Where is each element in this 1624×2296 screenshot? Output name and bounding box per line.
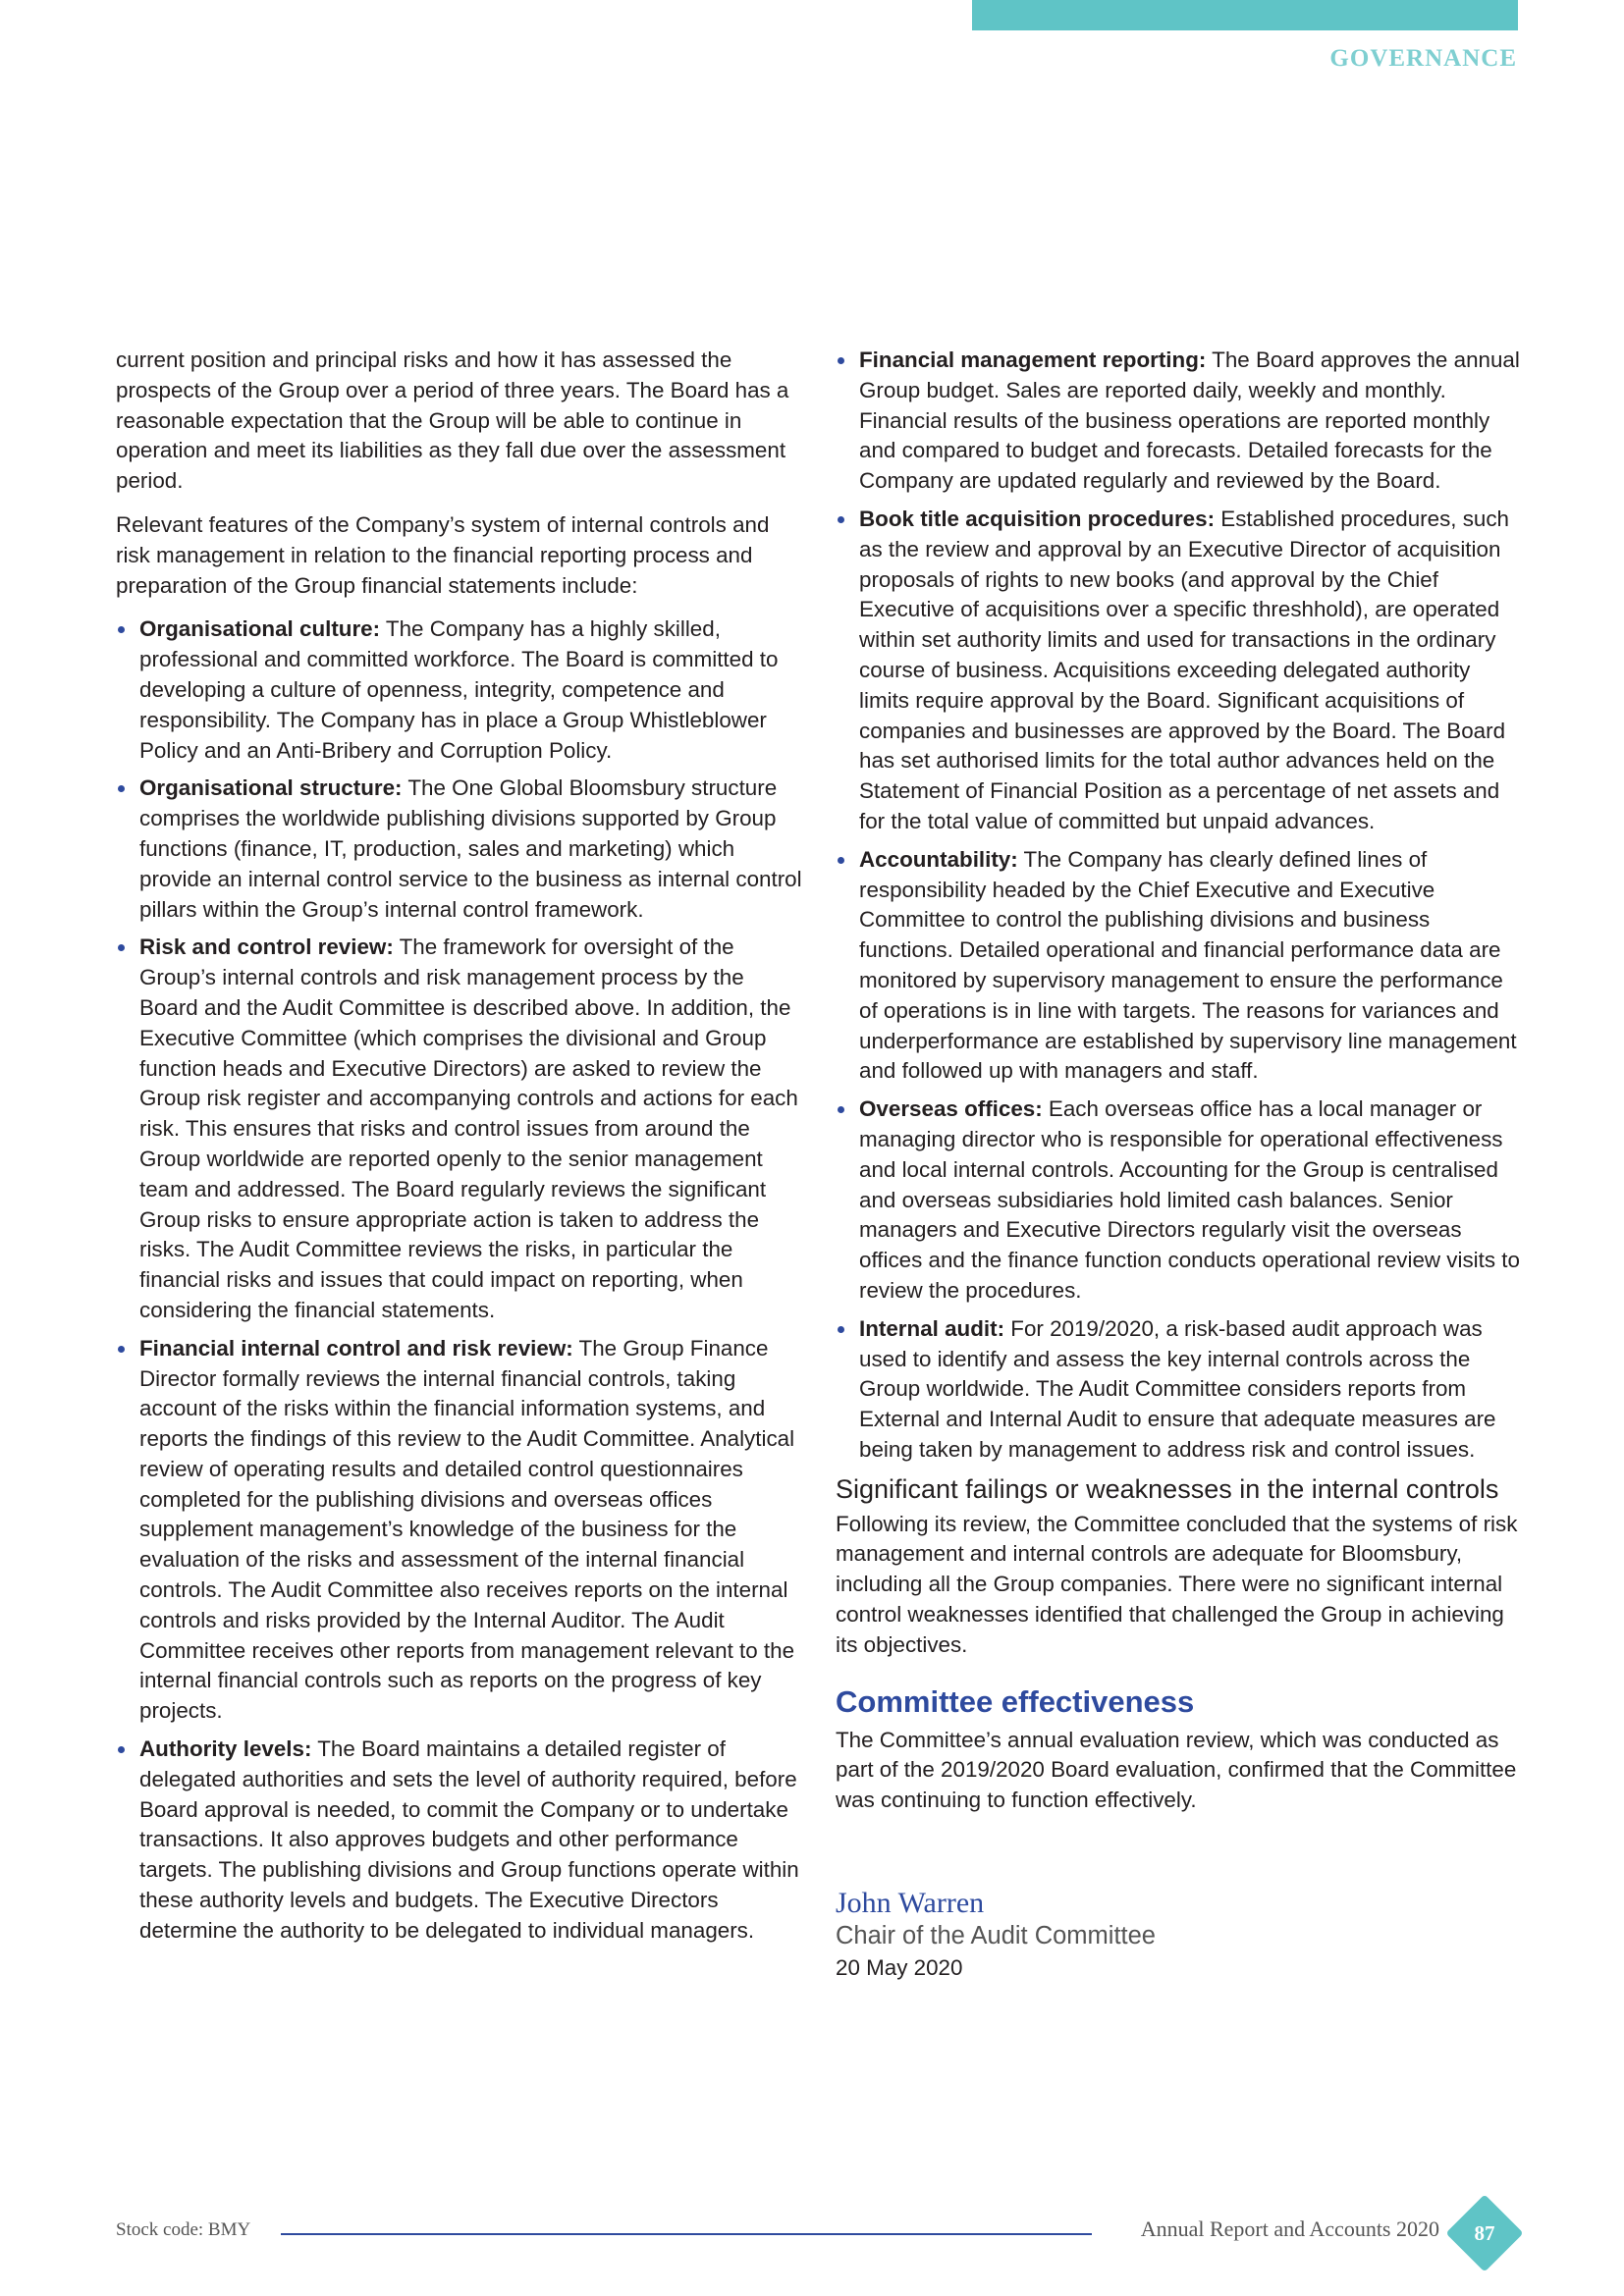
list-item (116, 774, 803, 925)
header-accent-bar (972, 0, 1518, 30)
effectiveness-paragraph: The Committee’s annual evaluation review, which was conducted as part of the 2019/2020 Board evaluation, confirmed that the Committee was continuing to function effectively. (836, 1727, 1517, 1813)
item-text: The Group Finance Director formally reviews the internal financial controls, taking account of the risks within the financial information systems, and reports the findings of this review to the Audit Committee. Analytical review of operating results and detailed control questionnaires completed for the publishing divisions and overseas offices supplement management’s knowledge of the business for the evaluation of the risks and assessment of the internal financial controls. The Audit Committee also receives reports on the internal controls and risks provided by the Internal Auditor. The Audit Committee receives other reports from management relevant to the internal financial controls such as reports on the progress of key projects. (139, 1335, 795, 1724)
page-number: 87 (1474, 2220, 1495, 2245)
intro-paragraph: current position and principal risks and how it has assessed the prospects of the Group over a period of three years. The Board has a reasonable expectation that the Group will be able to continue in operation and meet its liabilities as they fall due over the assessment period. (116, 347, 789, 494)
item-title: Financial management reporting: (859, 347, 1207, 372)
item-title: Organisational culture: (139, 616, 381, 642)
features-paragraph: Relevant features of the Company’s system of internal controls and risk management in relation to the financial reporting process and preparation of the Group financial statements include: (116, 511, 770, 598)
item-title: Risk and control review: (139, 934, 394, 960)
item-text: Each overseas office has a local manager or managing director who is responsible for operational effectiveness and local internal controls. Accounting for the Group is centralised and overseas subsidiaries hold limited cash balances. Senior managers and Executive Directors regularly visit the overseas offices and the finance function conducts operational review visits to review the procedures. (859, 1096, 1520, 1303)
item-title: Organisational structure: (139, 775, 403, 801)
item-text: The One Global Bloomsbury structure comprises the worldwide publishing divisions supported by Group functions (finance, IT, production, sales and marketing) which provide an internal control service to the business as internal control pillars within the Group’s internal control framework. (139, 775, 802, 922)
item-text: The framework for oversight of the Group’s internal controls and risk management process by the Board and the Audit Committee is described above. In addition, the Executive Committee (which comprises the divisional and Group function heads and Executive Directors) are asked to review the Group risk register and accompanying controls and actions for each risk. This ensures that risks and control issues from around the Group worldwide are reported openly to the senior management team and addressed. The Board regularly reviews the significant Group risks to ensure appropriate action is taken to address the risks. The Audit Committee reviews the risks, in particular the financial risks and issues that could impact on reporting, when considering the financial statements. (139, 934, 798, 1322)
effectiveness-heading: Committee effectiveness (836, 1683, 1195, 1719)
right-bullet-list (836, 346, 1523, 1466)
left-column (116, 346, 803, 1954)
stock-code: Stock code: BMY (116, 2219, 251, 2240)
item-title: Overseas offices: (859, 1096, 1043, 1122)
list-item (116, 933, 803, 1325)
signatory-name: John Warren (836, 1887, 985, 1920)
item-text: The Company has clearly defined lines of responsibility headed by the Chief Executive and Executive Committee to control the publishing divisions and business functions. Detailed operational and financial performance data are monitored by supervisory management to ensure the performance of operations is in line with targets. The reasons for variances and underperformance are established by supervisory line management and followed up with managers and staff. (859, 846, 1517, 1084)
failings-paragraph: Following its review, the Committee concluded that the systems of risk management and internal controls are adequate for Bloomsbury, including all the Group companies. There were no significant internal control weaknesses identified that challenged the Group in achieving its objectives. (836, 1511, 1518, 1657)
section-label: GOVERNANCE (1329, 45, 1517, 72)
report-title: Annual Report and Accounts 2020 (1140, 2216, 1439, 2241)
failings-heading: Significant failings or weaknesses in the internal controls (836, 1473, 1499, 1504)
list-item (116, 1735, 803, 1947)
item-title: Authority levels: (139, 1736, 312, 1762)
left-bullet-list (116, 614, 803, 1946)
list-item (836, 1314, 1523, 1466)
signatory-title: Chair of the Audit Committee (836, 1922, 1156, 1950)
list-item (836, 1095, 1523, 1307)
item-title: Financial internal control and risk review: (139, 1335, 573, 1361)
list-item (836, 845, 1523, 1087)
list-item (116, 1334, 803, 1727)
page-number-badge (1445, 2194, 1523, 2271)
right-column (836, 346, 1523, 1984)
item-text: The Company has a highly skilled, professional and committed workforce. The Board is committed to developing a culture of openness, integrity, competence and responsibility. The Company has in place a Group Whistleblower Policy and an Anti-Bribery and Corruption Policy. (139, 616, 779, 763)
footer-divider (281, 2233, 1092, 2235)
item-title: Internal audit: (859, 1315, 1005, 1341)
item-text: Established procedures, such as the review and approval by an Executive Director of acquisition proposals of rights to new books (and approval by the Chief Executive of acquisitions over a specific threshhold), are operated within set authority limits and used for transactions in the ordinary course of business. Acquisitions exceeding delegated authority limits require approval by the Board. Significant acquisitions of companies and businesses are approved by the Board. The Board has set authorised limits for the total author advances held on the Statement of Financial Position as a percentage of net assets and for the total value of committed but unpaid advances. (859, 506, 1510, 833)
list-item (836, 505, 1523, 837)
signature-date: 20 May 2020 (836, 1955, 963, 1981)
list-item (836, 346, 1523, 497)
item-text: For 2019/2020, a risk-based audit approach was used to identify and assess the key internal controls across the Group worldwide. The Audit Committee considers reports from External and Internal Audit to ensure that adequate measures are being taken by management to address risk and control issues. (859, 1315, 1496, 1462)
item-text: The Board maintains a detailed register of delegated authorities and sets the level of authority required, before Board approval is needed, to commit the Company or to undertake transactions. It also approves budgets and other performance targets. The publishing divisions and Group functions operate within these authority levels and budgets. The Executive Directors determine the authority to be delegated to individual managers. (139, 1736, 799, 1943)
list-item (116, 614, 803, 766)
item-title: Book title acquisition procedures: (859, 506, 1216, 531)
item-title: Accountability: (859, 846, 1018, 872)
item-text: The Board approves the annual Group budget. Sales are reported daily, weekly and monthly. Financial results of the business operations are reported monthly and compared to budget and forecasts. Detailed forecasts for the Company are updated regularly and reviewed by the Board. (859, 347, 1520, 494)
